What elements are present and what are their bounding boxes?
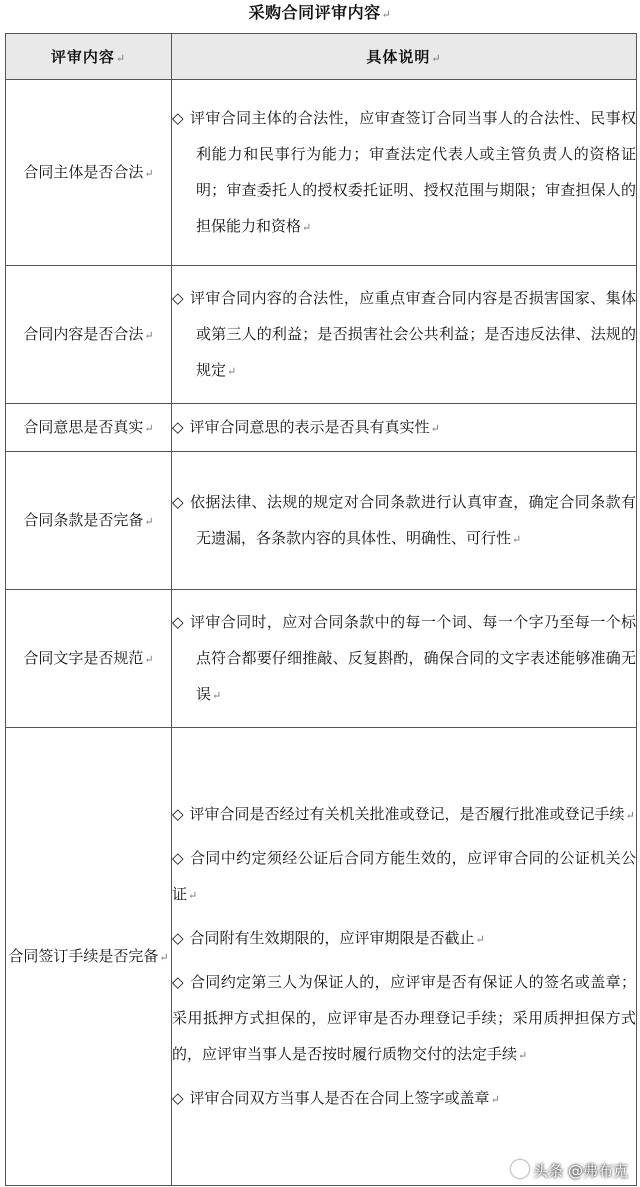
- table-header-row: [6, 34, 637, 80]
- description-text: 评审合同内容的合法性，应重点审查合同内容是否损害国家、集体或第三人的利益；是否损害社会公共利益；是否违反法律、法规的规定: [189, 288, 636, 379]
- description-text: 依据法律、法规的规定对合同条款进行认真审查，确定合同条款有无遗漏，各条款内容的具体性、明确性、可行性: [189, 492, 636, 547]
- diamond-bullet-icon: ◇: [172, 1088, 184, 1107]
- table-row: [6, 266, 637, 404]
- diamond-bullet-icon: ◇: [172, 928, 184, 947]
- diamond-bullet-icon: ◇: [172, 612, 184, 631]
- review-item-cell: 合同条款是否完备↵: [6, 452, 172, 590]
- description-cell: [172, 728, 637, 1186]
- review-item-cell: 合同意思是否真实↵: [6, 404, 172, 452]
- description-text: 评审合同是否经过有关机关批准或登记，是否履行批准或登记手续: [189, 804, 625, 823]
- review-item-label: 合同意思是否真实: [23, 417, 144, 436]
- header-review-item: 评审内容↵: [6, 34, 172, 80]
- review-item-cell: 合同签订手续是否完备↵: [6, 728, 172, 1186]
- description-point: ◇ 评审合同是否经过有关机关批准或登记，是否履行批准或登记手续↵: [172, 804, 635, 823]
- description-cell: [172, 590, 637, 728]
- table-row: [6, 590, 637, 728]
- document-title: 采购合同评审内容↵: [248, 3, 392, 22]
- diamond-bullet-icon: ◇: [172, 492, 184, 511]
- description-point: ◇ 合同中约定须经公证后合同方能生效的，应评审合同的公证机关公证↵: [172, 848, 636, 903]
- watermark-logo-icon: [511, 1160, 529, 1178]
- description-point: ◇ 合同约定第三人为保证人的，应评审是否有保证人的签名或盖章；采用抵押方式担保的，应评审是否办理登记手续；采用质押担保方式的，应评审当事人是否按时履行质物交付的法定手续↵: [172, 972, 636, 1063]
- description-text: 评审合同双方当事人是否在合同上签字或盖章: [189, 1088, 490, 1107]
- diamond-bullet-icon: ◇: [172, 848, 184, 867]
- diamond-bullet-icon: ◇: [172, 288, 184, 307]
- header-description: 具体说明↵: [172, 34, 637, 80]
- description-point: ◇ 评审合同内容的合法性，应重点审查合同内容是否损害国家、集体或第三人的利益；是否损害社会公共利益；是否违反法律、法规的规定↵: [172, 288, 636, 379]
- description-point: ◇ 依据法律、法规的规定对合同条款进行认真审查，确定合同条款有无遗漏，各条款内容的具体性、明确性、可行性↵: [172, 492, 636, 547]
- review-item-label: 合同文字是否规范: [23, 648, 144, 667]
- description-point: ◇ 合同附有生效期限的，应评审期限是否截止↵: [172, 928, 485, 947]
- diamond-bullet-icon: ◇: [172, 804, 184, 823]
- review-table: [5, 33, 637, 1186]
- table-row: [6, 80, 637, 266]
- description-cell: [172, 266, 637, 404]
- description-cell: [172, 404, 637, 452]
- review-item-cell: 合同主体是否合法↵: [6, 80, 172, 266]
- diamond-bullet-icon: ◇: [172, 417, 184, 436]
- description-point: ◇ 评审合同时，应对合同条款中的每一个词、每一个字乃至每一个标点符合都要仔细推敲、反复斟酌，确保合同的文字表述能够准确无误↵: [172, 612, 636, 703]
- review-item-label: 合同签订手续是否完备: [8, 946, 159, 965]
- table-row: [6, 452, 637, 590]
- description-text: 评审合同主体的合法性，应审查签订合同当事人的合法性、民事权利能力和民事行为能力；审查法定代表人或主管负责人的资格证明；审查委托人的授权委托证明、授权范围与期限；审查担保人的担保能力和资格: [189, 108, 636, 235]
- description-point: ◇ 评审合同双方当事人是否在合同上签字或盖章↵: [172, 1088, 500, 1107]
- description-text: 评审合同时，应对合同条款中的每一个词、每一个字乃至每一个标点符合都要仔细推敲、反复斟酌，确保合同的文字表述能够准确无误: [189, 612, 636, 703]
- watermark: 头条 @弗布克: [511, 1160, 628, 1181]
- table-row: [6, 728, 637, 1186]
- description-text: 合同中约定须经公证后合同方能生效的，应评审合同的公证机关公证: [172, 848, 636, 903]
- description-cell: [172, 452, 637, 590]
- description-point: ◇ 评审合同意思的表示是否具有真实性↵: [172, 417, 440, 436]
- diamond-bullet-icon: ◇: [172, 108, 184, 127]
- description-cell: [172, 80, 637, 266]
- description-point: ◇ 评审合同主体的合法性，应审查签订合同当事人的合法性、民事权利能力和民事行为能力；审查法定代表人或主管负责人的资格证明；审查委托人的授权委托证明、授权范围与期限；审查担保人的担保能力和资格↵: [172, 108, 636, 235]
- review-item-label: 合同条款是否完备: [23, 510, 144, 529]
- description-text: 合同约定第三人为保证人的，应评审是否有保证人的签名或盖章；采用抵押方式担保的，应评审是否办理登记手续；采用质押担保方式的，应评审当事人是否按时履行质物交付的法定手续: [172, 972, 636, 1063]
- review-item-label: 合同主体是否合法: [23, 162, 144, 181]
- review-item-cell: 合同文字是否规范↵: [6, 590, 172, 728]
- diamond-bullet-icon: ◇: [172, 972, 184, 991]
- description-text: 合同附有生效期限的，应评审期限是否截止: [189, 928, 475, 947]
- description-text: 评审合同意思的表示是否具有真实性: [189, 417, 430, 436]
- review-item-cell: 合同内容是否合法↵: [6, 266, 172, 404]
- table-row: [6, 404, 637, 452]
- review-item-label: 合同内容是否合法: [23, 324, 144, 343]
